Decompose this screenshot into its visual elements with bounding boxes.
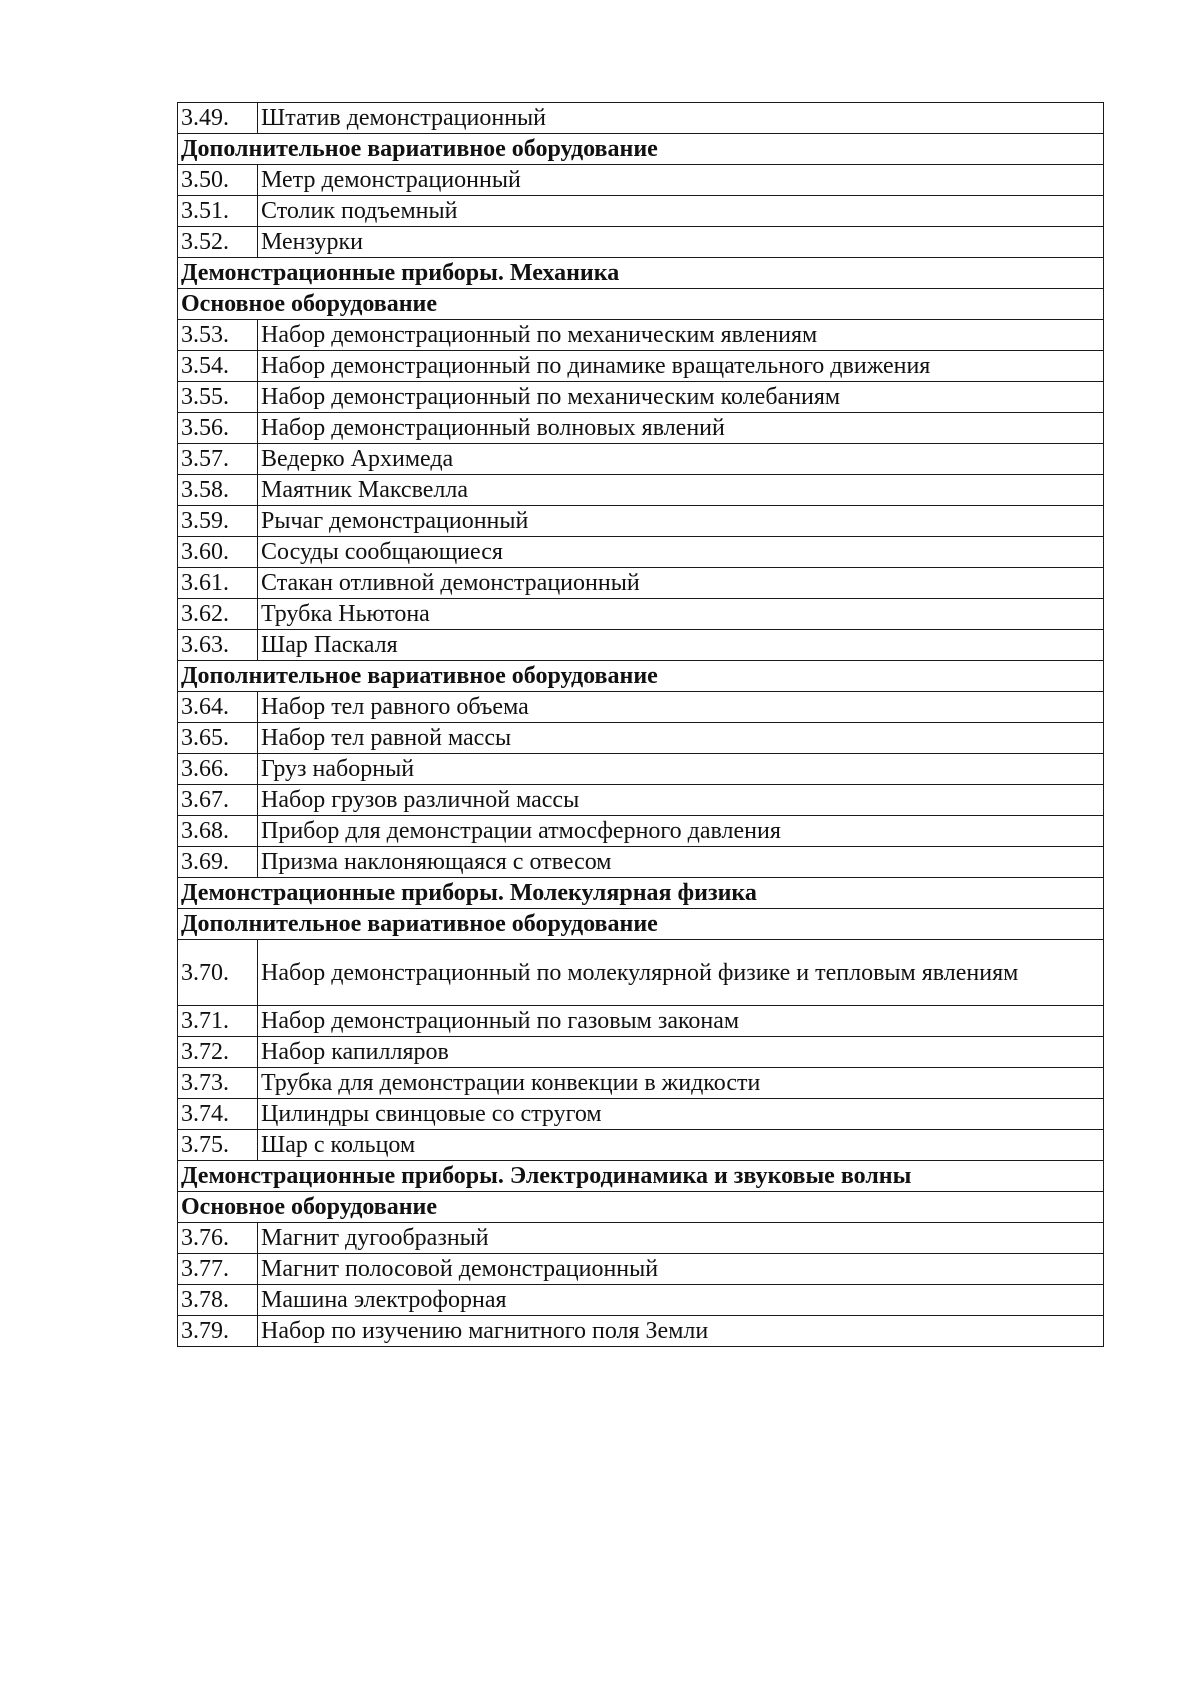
item-number: 3.50.: [178, 165, 258, 196]
item-name: Груз наборный: [258, 754, 1104, 785]
item-number: 3.65.: [178, 723, 258, 754]
section-heading-row: [178, 1161, 1104, 1192]
item-name: Набор демонстрационный по газовым законам: [258, 1006, 1104, 1037]
item-name: Набор по изучению магнитного поля Земли: [258, 1316, 1104, 1347]
table-row: [178, 723, 1104, 754]
item-name: Набор грузов различной массы: [258, 785, 1104, 816]
item-number: 3.66.: [178, 754, 258, 785]
item-number: 3.62.: [178, 599, 258, 630]
section-heading-row: [178, 134, 1104, 165]
equipment-table-body: [178, 103, 1104, 1347]
item-number: 3.73.: [178, 1068, 258, 1099]
section-heading-row: [178, 1192, 1104, 1223]
table-row: [178, 1037, 1104, 1068]
table-row: [178, 444, 1104, 475]
item-name: Трубка Ньютона: [258, 599, 1104, 630]
item-number: 3.55.: [178, 382, 258, 413]
item-number: 3.79.: [178, 1316, 258, 1347]
item-number: 3.53.: [178, 320, 258, 351]
table-row: [178, 940, 1104, 1006]
item-name: Ведерко Архимеда: [258, 444, 1104, 475]
table-row: [178, 506, 1104, 537]
section-heading: Дополнительное вариативное оборудование: [178, 134, 1104, 165]
section-heading-row: [178, 878, 1104, 909]
item-name: Штатив демонстрационный: [258, 103, 1104, 134]
table-row: [178, 630, 1104, 661]
item-name: Рычаг демонстрационный: [258, 506, 1104, 537]
table-row: [178, 227, 1104, 258]
section-heading: Дополнительное вариативное оборудование: [178, 909, 1104, 940]
table-row: [178, 103, 1104, 134]
section-heading: Дополнительное вариативное оборудование: [178, 661, 1104, 692]
item-name: Шар Паскаля: [258, 630, 1104, 661]
equipment-table: [177, 102, 1104, 1347]
item-number: 3.59.: [178, 506, 258, 537]
item-name: Шар с кольцом: [258, 1130, 1104, 1161]
table-row: [178, 599, 1104, 630]
item-name: Магнит полосовой демонстрационный: [258, 1254, 1104, 1285]
item-number: 3.58.: [178, 475, 258, 506]
item-number: 3.64.: [178, 692, 258, 723]
table-row: [178, 413, 1104, 444]
item-number: 3.72.: [178, 1037, 258, 1068]
item-name: Мензурки: [258, 227, 1104, 258]
item-number: 3.51.: [178, 196, 258, 227]
section-heading-row: [178, 289, 1104, 320]
item-name: Трубка для демонстрации конвекции в жидкости: [258, 1068, 1104, 1099]
item-number: 3.49.: [178, 103, 258, 134]
item-number: 3.76.: [178, 1223, 258, 1254]
table-row: [178, 165, 1104, 196]
item-name: Набор демонстрационный по механическим колебаниям: [258, 382, 1104, 413]
item-name: Машина электрофорная: [258, 1285, 1104, 1316]
table-row: [178, 1223, 1104, 1254]
item-name: Прибор для демонстрации атмосферного давления: [258, 816, 1104, 847]
item-name: Набор тел равной массы: [258, 723, 1104, 754]
table-row: [178, 754, 1104, 785]
table-row: [178, 816, 1104, 847]
item-number: 3.71.: [178, 1006, 258, 1037]
item-name: Магнит дугообразный: [258, 1223, 1104, 1254]
table-row: [178, 382, 1104, 413]
table-row: [178, 537, 1104, 568]
item-name: Набор демонстрационный волновых явлений: [258, 413, 1104, 444]
table-row: [178, 692, 1104, 723]
section-heading: Демонстрационные приборы. Электродинамика и звуковые волны: [178, 1161, 1104, 1192]
item-name: Набор демонстрационный по механическим явлениям: [258, 320, 1104, 351]
item-number: 3.69.: [178, 847, 258, 878]
item-number: 3.63.: [178, 630, 258, 661]
item-number: 3.77.: [178, 1254, 258, 1285]
section-heading: Основное оборудование: [178, 289, 1104, 320]
section-heading-row: [178, 258, 1104, 289]
table-row: [178, 1316, 1104, 1347]
table-row: [178, 196, 1104, 227]
section-heading-row: [178, 909, 1104, 940]
item-name: Столик подъемный: [258, 196, 1104, 227]
table-row: [178, 475, 1104, 506]
table-row: [178, 1254, 1104, 1285]
table-row: [178, 1099, 1104, 1130]
item-name: Набор тел равного объема: [258, 692, 1104, 723]
item-number: 3.74.: [178, 1099, 258, 1130]
item-number: 3.56.: [178, 413, 258, 444]
item-number: 3.78.: [178, 1285, 258, 1316]
item-number: 3.54.: [178, 351, 258, 382]
item-name: Набор демонстрационный по динамике вращательного движения: [258, 351, 1104, 382]
item-number: 3.61.: [178, 568, 258, 599]
item-name: Маятник Максвелла: [258, 475, 1104, 506]
table-row: [178, 1006, 1104, 1037]
item-name: Сосуды сообщающиеся: [258, 537, 1104, 568]
section-heading: Демонстрационные приборы. Механика: [178, 258, 1104, 289]
item-name: Метр демонстрационный: [258, 165, 1104, 196]
item-name: Набор демонстрационный по молекулярной физике и тепловым явлениям: [258, 940, 1104, 1006]
item-number: 3.75.: [178, 1130, 258, 1161]
item-number: 3.68.: [178, 816, 258, 847]
table-row: [178, 568, 1104, 599]
item-number: 3.70.: [178, 940, 258, 1006]
item-name: Цилиндры свинцовые со стругом: [258, 1099, 1104, 1130]
table-row: [178, 847, 1104, 878]
item-number: 3.57.: [178, 444, 258, 475]
item-number: 3.67.: [178, 785, 258, 816]
item-name: Набор капилляров: [258, 1037, 1104, 1068]
table-row: [178, 1068, 1104, 1099]
item-name: Стакан отливной демонстрационный: [258, 568, 1104, 599]
section-heading-row: [178, 661, 1104, 692]
item-name: Призма наклоняющаяся с отвесом: [258, 847, 1104, 878]
table-row: [178, 1130, 1104, 1161]
table-row: [178, 320, 1104, 351]
table-row: [178, 785, 1104, 816]
section-heading: Основное оборудование: [178, 1192, 1104, 1223]
item-number: 3.60.: [178, 537, 258, 568]
item-number: 3.52.: [178, 227, 258, 258]
section-heading: Демонстрационные приборы. Молекулярная физика: [178, 878, 1104, 909]
table-row: [178, 351, 1104, 382]
table-row: [178, 1285, 1104, 1316]
